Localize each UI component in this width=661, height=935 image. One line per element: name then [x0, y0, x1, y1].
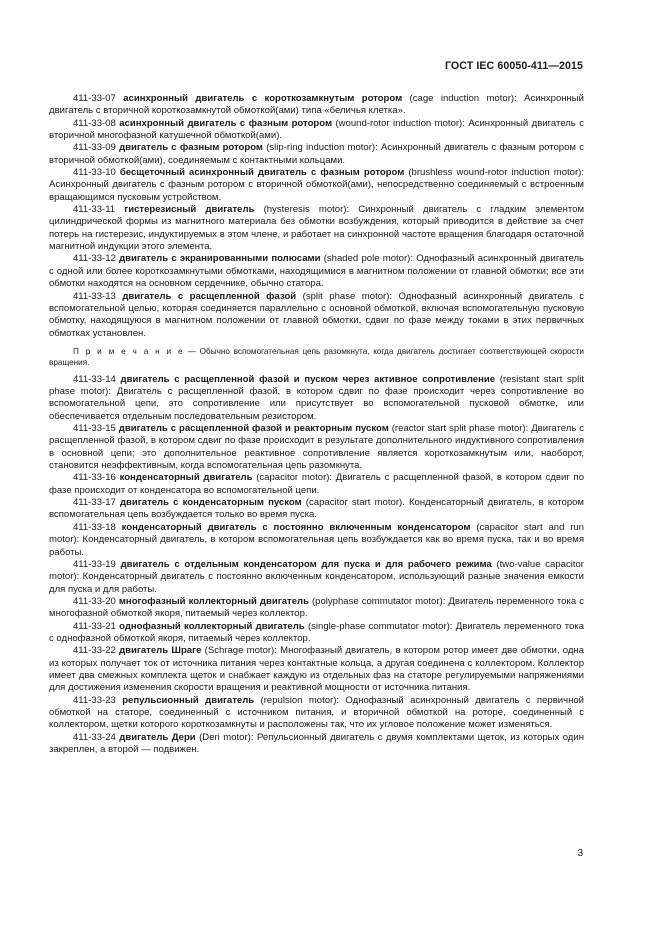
term-entry — [49, 559, 584, 596]
term-code: 411-33-15 — [73, 423, 116, 435]
entries-group-b — [49, 374, 584, 757]
term-code: 411-33-14 — [73, 373, 116, 385]
term-entry — [49, 204, 584, 253]
term-code: 411-33-17 — [73, 497, 116, 509]
term-definition: (cage induction motor): Асинхронный двигатель с вторичной короткозамкнутой обмоткой(ами) типа «беличья клетка». — [49, 93, 584, 117]
term-entry — [49, 291, 584, 340]
term-definition: (wound-rotor induction motor): Асинхронный двигатель с вторичной многофазной катушечной обмоткой(ами). — [49, 117, 584, 142]
term-name: двигатель с фазным ротором — [119, 142, 263, 154]
term-entry — [49, 645, 584, 694]
note — [49, 346, 584, 369]
page-number: 3 — [577, 848, 583, 859]
term-definition: (shaded pole motor): Однофазный асинхронный двигатель с одной или более короткозамкнутыми обмотками, находящимися в магнитном положении от главной обмотки; все эти обмотки находятся на основном сердечнике, обычно статора. — [49, 253, 584, 290]
term-name: многофазный коллекторный двигатель — [118, 595, 309, 607]
term-code: 411-33-21 — [73, 620, 116, 632]
term-name: двигатель с экранированными полюсами — [119, 253, 321, 265]
term-name: двигатель Дери — [119, 731, 196, 743]
term-entry — [49, 423, 584, 472]
term-definition: (polyphase commutator motor): Двигатель переменного тока с многофазной обмоткой якоря, питаемый через коллектор. — [49, 595, 584, 620]
term-entry — [49, 497, 584, 522]
term-entry — [49, 621, 584, 646]
term-entry — [49, 253, 584, 290]
term-definition: (Schrage motor): Многофазный двигатель, в котором ротор имеет две обмотки, одна из которых получает ток от источника питания через контактные кольца, а другая соединена с коллектором. Коллектор имеет два смежных комплекта щеток и снабжает каждую из отдельных фаз на статоре регулируемыми напряжениями для достижения изменения скорости вращения и реактивной мощности от источника питания. — [49, 645, 584, 694]
term-name: двигатель с конденсаторным пуском — [119, 497, 302, 509]
term-definition: (brushless wound-rotor induction motor): Асинхронный двигатель с фазным ротором с вторичной обмоткой(ами), непосредственно соединяемый с встроенным вращающимся пусковым устройством. — [49, 167, 584, 203]
term-entry — [49, 374, 584, 423]
term-definition: (hysteresis motor): Синхронный двигатель с гладким элементом цилиндрической формы из магнитного материала без обмотки возбуждения, который приводится в действие за счет потерь на гистерезис, индуктируемых в этом члене, и работает на синхронной частоте вращения благодаря остаточной магнитной индукции этого элемента. — [49, 204, 585, 253]
term-name: двигатель с отдельным конденсатором для пуска и для рабочего режима — [120, 558, 492, 570]
term-code: 411-33-07 — [73, 93, 116, 104]
term-code: 411-33-18 — [73, 521, 116, 533]
term-code: 411-33-10 — [73, 167, 116, 179]
term-definition: (resistant start split phase motor): Двигатель с расщепленной фазой, в котором сдвиг по фазе происходит через сопротивление во вспомогательной цепи, это сопротивление или присутствует во вспомогательной пусковой обмотке, или обеспечивается отдельным последовательным резистором. — [49, 373, 584, 422]
term-entry — [49, 522, 584, 559]
term-entry — [49, 167, 584, 204]
term-name: двигатель с расщепленной фазой — [122, 290, 297, 302]
term-name: асинхронный двигатель с короткозамкнутым ротором — [123, 93, 403, 104]
term-code: 411-33-16 — [73, 472, 116, 484]
term-code: 411-33-13 — [73, 290, 116, 302]
term-code: 411-33-12 — [73, 253, 116, 265]
term-definition: (capacitor start and run motor): Конденсаторный двигатель, в котором вспомогательная цепь возбуждается как во время пуска, так и во время работы. — [49, 521, 584, 558]
term-entry — [49, 118, 584, 143]
term-entry — [49, 472, 584, 497]
term-code: 411-33-20 — [73, 595, 116, 607]
term-name: двигатель с расщепленной фазой и пуском через активное сопротивление — [120, 373, 496, 385]
term-entry — [49, 93, 584, 118]
term-definition: (capacitor motor): Двигатель с расщепленной фазой, в котором сдвиг по фазе происходит от конденсатора во вспомогательной цепи. — [49, 472, 585, 496]
term-definition: (capacitor start motor). Конденсаторный двигатель, в котором вспомогательная цепь возбуждается только во время пуска. — [49, 497, 584, 521]
term-entry — [49, 142, 584, 167]
term-definition: (repulsion motor): Однофазный асинхронный двигатель с первичной обмоткой на статоре, соединенный с источником питания, и вторичной обмоткой на роторе, соединенный с коллектором, щетки которого короткозамкнуты и расположены так, что их угловое положение может изменяться. — [49, 694, 584, 731]
term-entry — [49, 596, 584, 621]
term-name: бесщеточный асинхронный двигатель с фазным ротором — [119, 167, 405, 179]
term-code: 411-33-11 — [73, 204, 116, 216]
term-code: 411-33-08 — [73, 117, 116, 129]
term-definition: (split phase motor): Однофазный асинхронный двигатель с вспомогательной целью, которая соединяется параллельно с основной обмоткой, включая вспомогательную пусковую обмотку, находящуюся в магнитном положении от главной обмотки, сдвиг по фазе между токами в этих первичных обмотках установлен. — [49, 290, 585, 339]
term-name: конденсаторный двигатель — [119, 472, 253, 484]
term-name: конденсаторный двигатель с постоянно включенным конденсатором — [121, 521, 471, 533]
term-entry — [49, 732, 584, 757]
term-definition: (reactor start split phase motor): Двигатель с расщепленной фазой, в котором сдвиг по фазе происходит в результате дополнительного индуктивного сопротивления в основной цепи; это дополнительное реактивное сопротивление является короткозамкнутым или, наоборот, становится неэффективным, когда вспомогательная цепь разомкнута. — [49, 423, 584, 472]
document-body — [49, 93, 584, 756]
term-definition: (single-phase commutator motor): Двигатель переменного тока с однофазной обмоткой якоря, питаемый через коллектор. — [49, 620, 585, 644]
term-name: гистерезисный двигатель — [124, 204, 255, 216]
entries-group-a — [49, 93, 584, 340]
term-code: 411-33-24 — [73, 731, 116, 743]
term-name: асинхронный двигатель с фазным ротором — [119, 117, 333, 129]
term-definition: (slip-ring induction motor): Асинхронный двигатель с фазным ротором с вторичной обмоткой(ами), соединяемым с контактными кольцами. — [49, 142, 584, 166]
term-entry — [49, 695, 584, 732]
note-label: П р и м е ч а н и е — [73, 346, 185, 356]
term-definition: (two-value capacitor motor): Конденсаторный двигатель с постоянно включенным конденсатором, использующий разные значения емкости для пуска и для работы. — [49, 558, 584, 595]
note-text: — Обычно вспомогательная цепь разомкнута, когда двигатель достигает соответствующей скорости вращения. — [49, 346, 584, 368]
term-code: 411-33-19 — [73, 558, 116, 570]
term-name: репульсионный двигатель — [122, 694, 255, 706]
term-code: 411-33-09 — [73, 142, 116, 154]
term-code: 411-33-23 — [73, 694, 116, 706]
term-definition: (Deri motor): Репульсионный двигатель с двумя комплектами щеток, из которых один закреплен, а второй — подвижен. — [49, 731, 584, 755]
term-name: двигатель Шраге — [119, 645, 202, 657]
term-code: 411-33-22 — [73, 645, 116, 657]
term-name: двигатель с расщепленной фазой и реакторным пуском — [118, 423, 389, 435]
term-name: однофазный коллекторный двигатель — [119, 620, 305, 632]
standard-header: ГОСТ IEC 60050-411—2015 — [444, 60, 583, 72]
